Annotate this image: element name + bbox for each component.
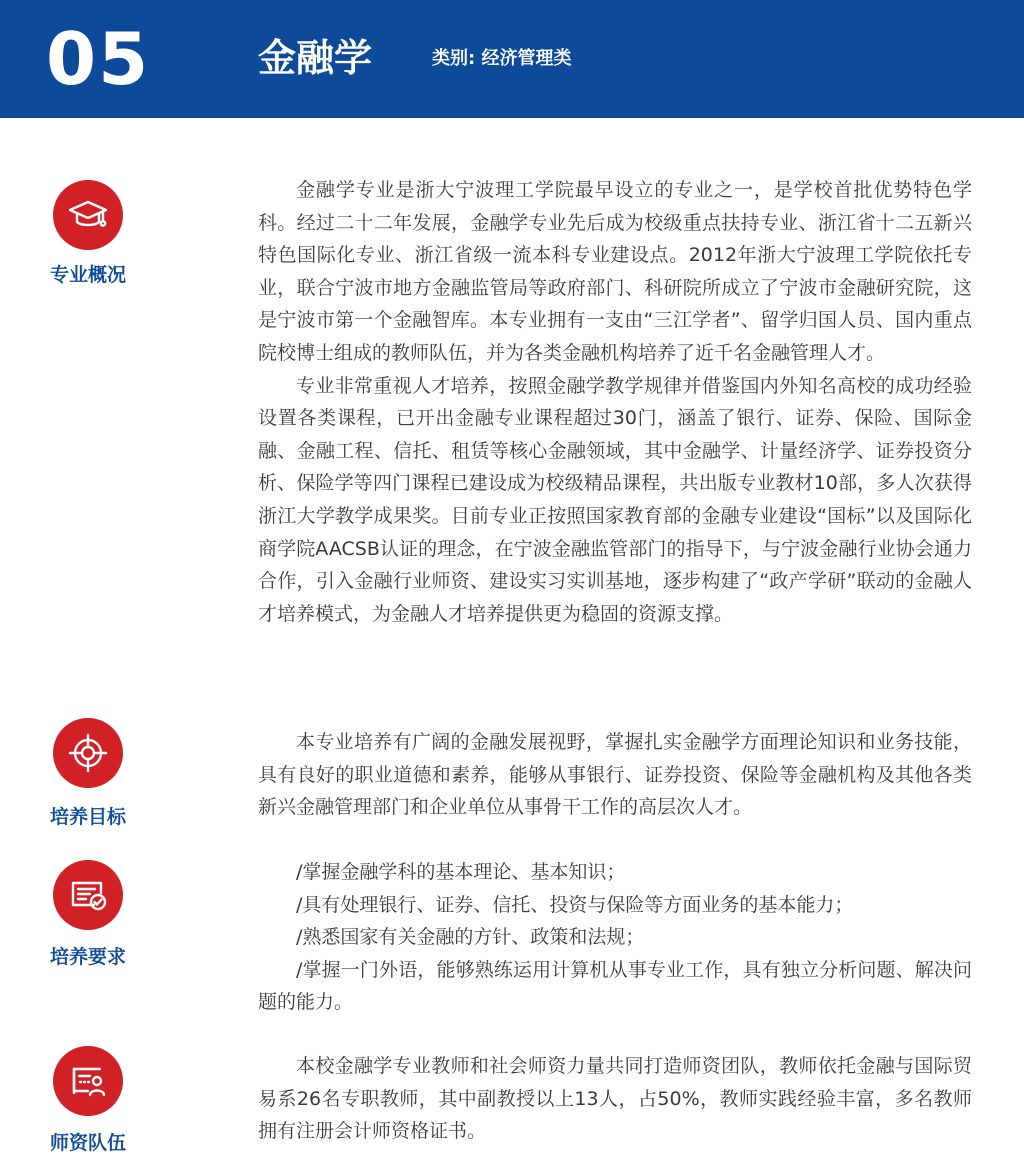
graduation-cap-icon — [53, 180, 123, 250]
teacher-board-icon — [53, 1046, 123, 1116]
category-label: 类别: 经济管理类 — [432, 48, 572, 69]
section-goal-text — [258, 726, 972, 824]
section-label: 培养目标 — [49, 806, 126, 828]
section-goal-side — [0, 718, 176, 830]
section-number: 05 — [46, 17, 151, 101]
page-header — [0, 0, 1024, 118]
section-overview-text — [258, 174, 972, 630]
list-item: /熟悉国家有关金融的方针、政策和法规； — [296, 926, 645, 949]
section-faculty-side — [0, 1046, 176, 1156]
target-icon — [53, 718, 123, 788]
list-item: /掌握一门外语，能够熟练运用计算机从事专业工作，具有独立分析问题、解决问题的能力。 — [258, 958, 972, 1014]
certificate-icon — [53, 860, 123, 930]
section-requirement-text — [258, 856, 972, 1019]
list-item: /掌握金融学科的基本理论、基本知识； — [296, 861, 626, 883]
section-faculty-text — [258, 1050, 972, 1148]
page-title: 金融学 — [258, 36, 373, 80]
section-overview-side — [0, 180, 176, 288]
section-label: 培养要求 — [49, 946, 126, 968]
section-label: 专业概况 — [49, 264, 126, 286]
paragraph: 金融学专业是浙大宁波理工学院最早设立的专业之一，是学校首批优势特色学科。经过二十二年发展，金融学专业先后成为校级重点扶持专业、浙江省十二五新兴特色国际化专业、浙江省级一流本科专业建设点。2012年浙大宁波理工学院依托专业，联合宁波市地方金融监管局等政府部门、科研院所成立了宁波市金融研究院，这是宁波市第一个金融智库。本专业拥有一支由“三江学者”、留学归国人员、国内重点院校博士组成的教师队伍，并为各类金融机构培养了近千名金融管理人才。 — [258, 179, 972, 364]
list-item: /具有处理银行、证券、信托、投资与保险等方面业务的基本能力； — [296, 893, 854, 916]
paragraph: 专业非常重视人才培养，按照金融学教学规律并借鉴国内外知名高校的成功经验设置各类课程，已开出金融专业课程超过30门，涵盖了银行、证券、保险、国际金融、金融工程、信托、租赁等核心金融领域，其中金融学、计量经济学、证券投资分析、保险学等四门课程已建设成为校级精品课程，共出版专业教材10部，多人次获得浙江大学教学成果奖。目前专业正按照国家教育部的金融专业建设“国标”以及国际化商学院AACSB认证的理念，在宁波金融监管部门的指导下，与宁波金融行业协会通力合作，引入金融行业师资、建设实习实训基地，逐步构建了“政产学研”联动的金融人才培养模式，为金融人才培养提供更为稳固的资源支撑。 — [258, 374, 972, 625]
section-label: 师资队伍 — [49, 1132, 126, 1154]
section-requirement-side — [0, 860, 176, 970]
paragraph: 本专业培养有广阔的金融发展视野，掌握扎实金融学方面理论知识和业务技能，具有良好的职业道德和素养，能够从事银行、证券投资、保险等金融机构及其他各类新兴金融管理部门和企业单位从事骨干工作的高层次人才。 — [258, 731, 972, 819]
paragraph: 本校金融学专业教师和社会师资力量共同打造师资团队，教师依托金融与国际贸易系26名专职教师，其中副教授以上13人，占50%，教师实践经验丰富，多名教师拥有注册会计师资格证书。 — [258, 1055, 972, 1143]
